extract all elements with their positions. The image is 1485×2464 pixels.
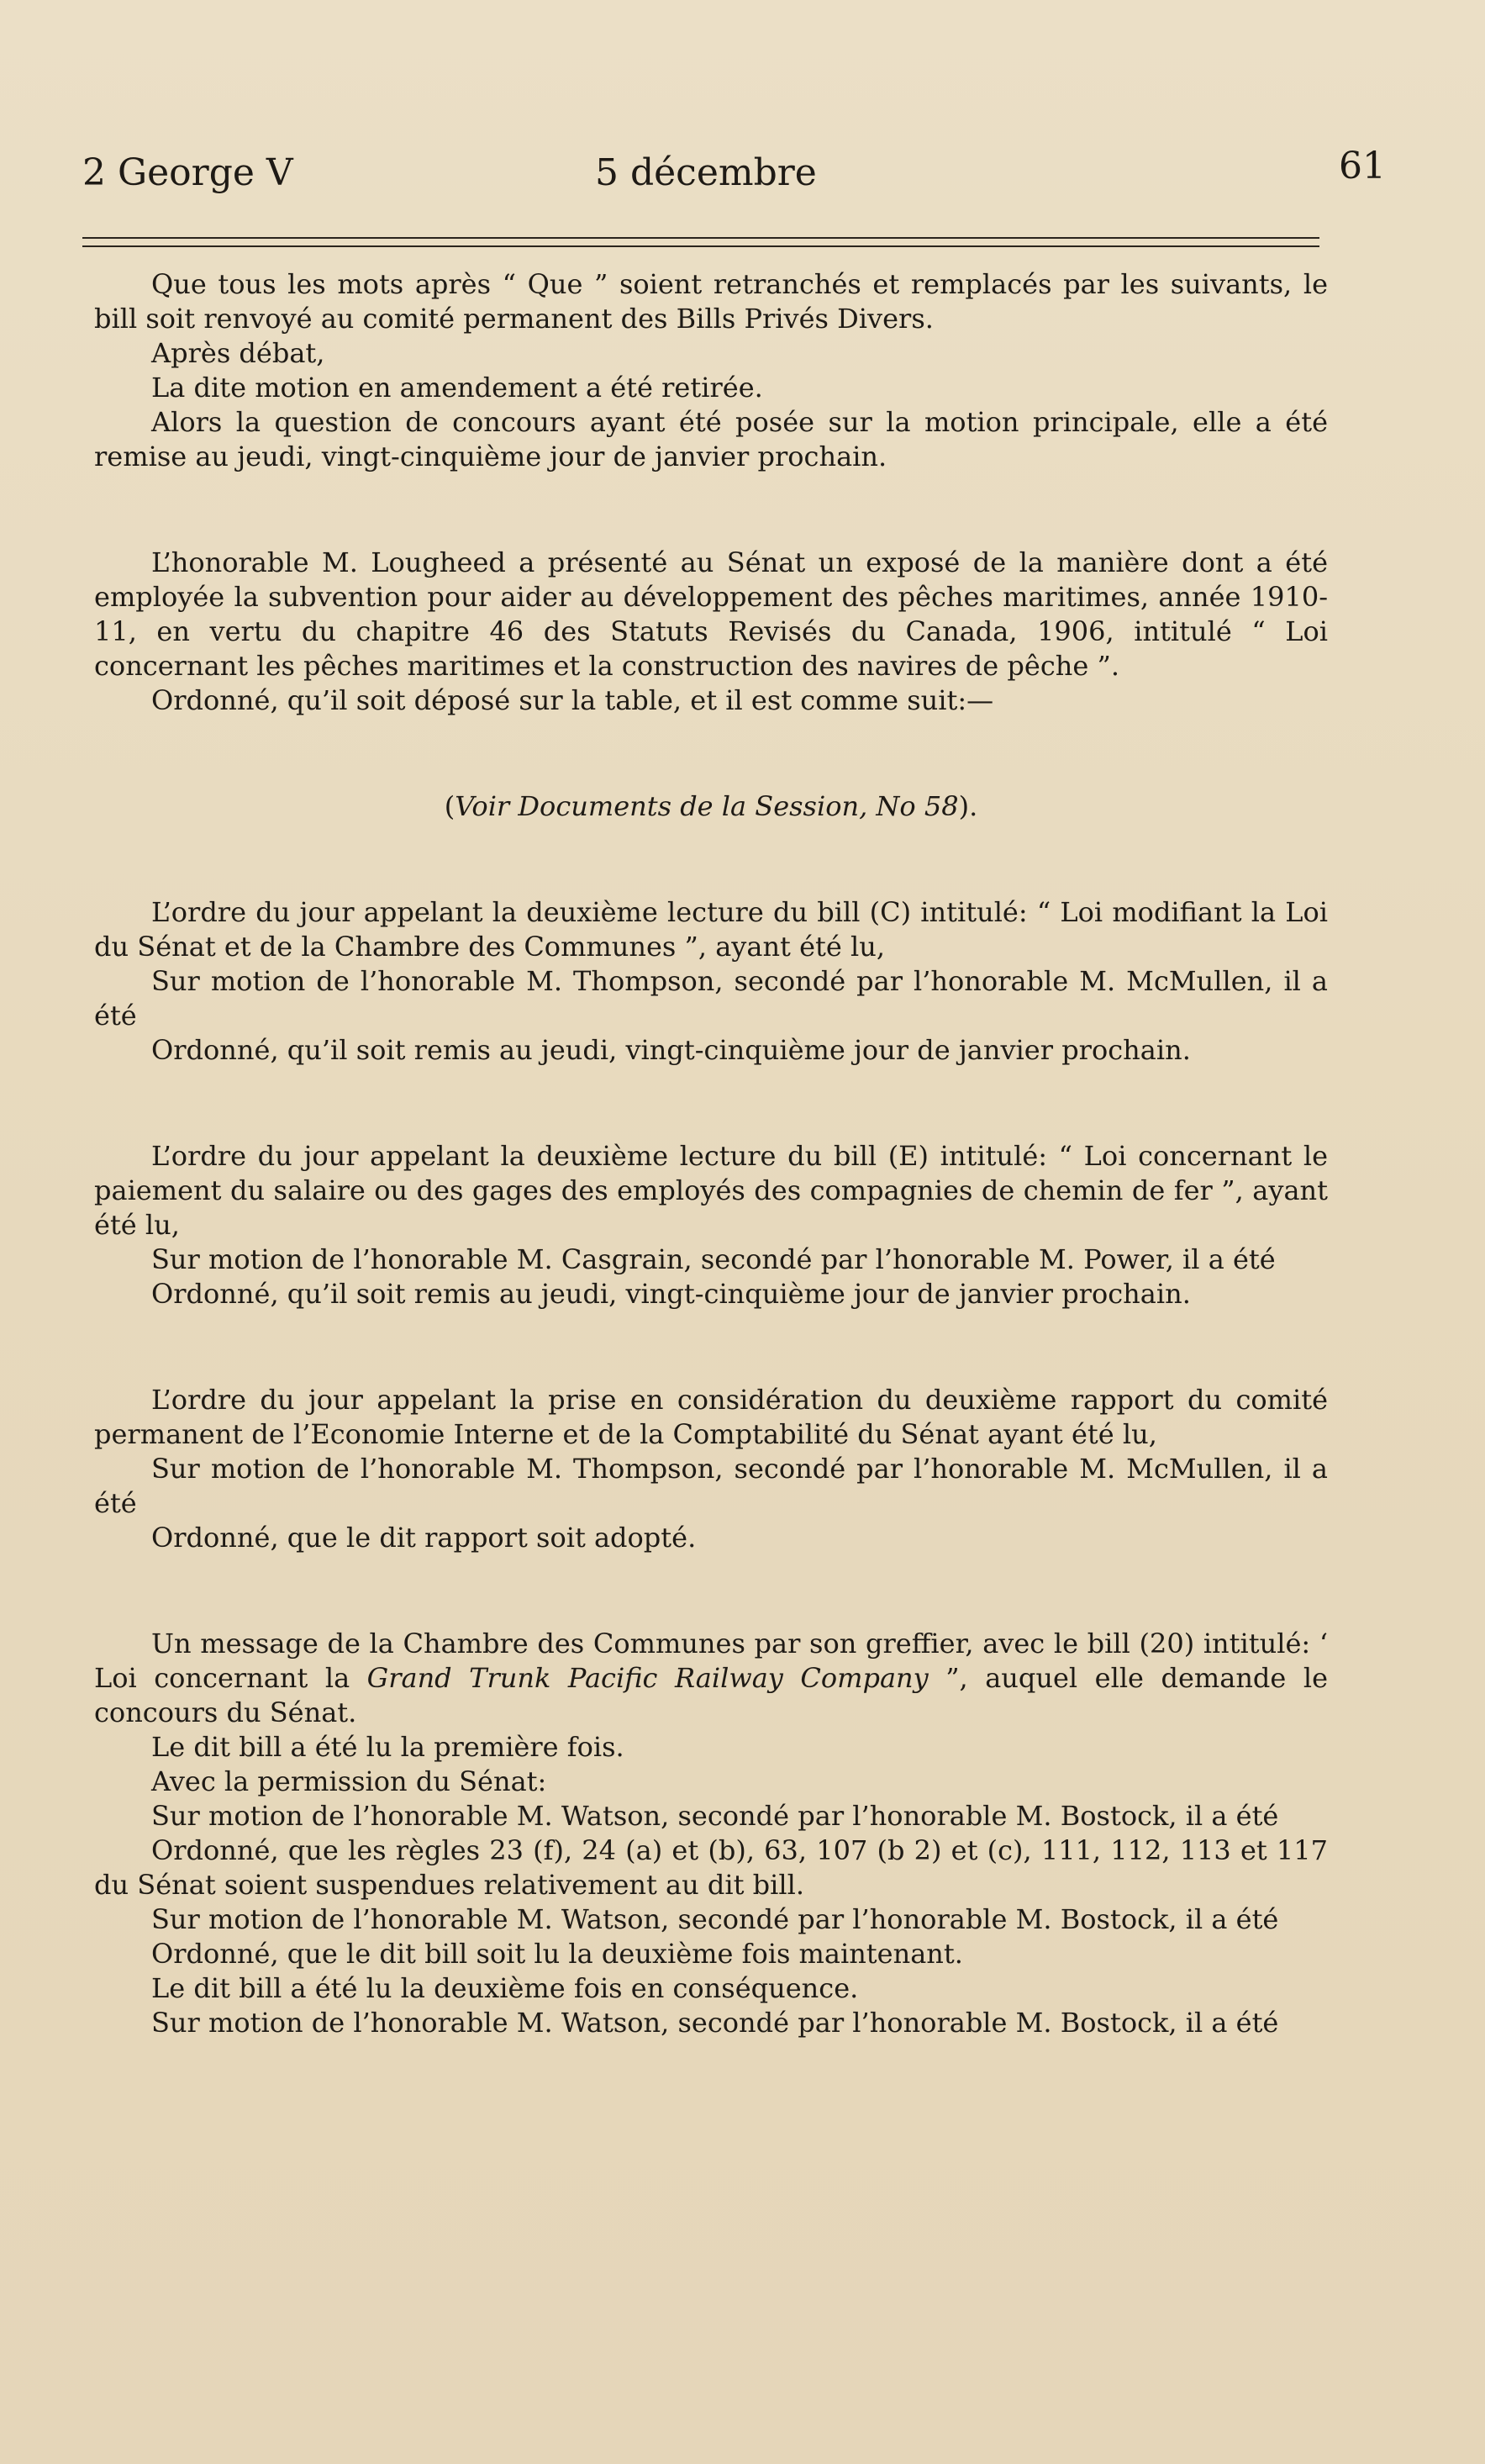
- paragraph: L’ordre du jour appelant la deuxième lecture du bill (C) intitulé: “ Loi modifiant la Loi du Sénat et de la Chambre des Communes ”, ayant été lu,: [94, 896, 1328, 963]
- header-date: 5 décembre: [595, 151, 817, 194]
- paragraph: Ordonné, que le dit bill soit lu la deuxième fois maintenant.: [151, 1938, 963, 1970]
- paragraph: Ordonné, qu’il soit remis au jeudi, vingt-cinquième jour de janvier prochain.: [151, 1278, 1191, 1310]
- paragraph: L’honorable M. Lougheed a présenté au Sénat un exposé de la manière dont a été employée la subvention pour aider au développement des pêches maritimes, année 1910-11, en vertu du chapitre 46 des Statuts Revisés du Canada, 1906, intitulé “ Loi concernant les pêches maritimes et la construction des navires de pêche ”.: [94, 546, 1328, 682]
- paragraph: Après débat,: [151, 337, 325, 369]
- session-document-reference: (Voir Documents de la Session, No 58).: [444, 790, 978, 822]
- paragraph: Le dit bill a été lu la deuxième fois en conséquence.: [151, 1972, 859, 2004]
- section-fisheries-statement: [94, 546, 1328, 824]
- paragraph: L’ordre du jour appelant la deuxième lecture du bill (E) intitulé: “ Loi concernant le paiement du salaire ou des gages des employés des compagnies de chemin de fer ”, ayant été lu,: [94, 1140, 1328, 1241]
- paragraph: Ordonné, que les règles 23 (f), 24 (a) et (b), 63, 107 (b 2) et (c), 111, 112, 113 et 117 du Sénat soient suspendues relativement au dit bill.: [94, 1834, 1328, 1901]
- header-regnal-year: 2 George V: [82, 151, 293, 194]
- paragraph: Sur motion de l’honorable M. Thompson, secondé par l’honorable M. McMullen, il a été: [94, 1453, 1328, 1519]
- running-header: [82, 145, 1403, 202]
- section-bill-e: [94, 1139, 1328, 1311]
- header-rule-bottom: [82, 245, 1319, 247]
- paragraph: L’ordre du jour appelant la prise en considération du deuxième rapport du comité permanent de l’Economie Interne et de la Comptabilité du Sénat ayant été lu,: [94, 1384, 1328, 1450]
- paragraph: Le dit bill a été lu la première fois.: [151, 1731, 624, 1763]
- paragraph: Un message de la Chambre des Communes par son greffier, avec le bill (20) intitulé: ‘ Loi concernant la Grand Trunk Pacific Railway Company ”, auquel elle demande le concours du Sénat.: [94, 1628, 1328, 1728]
- section-bill-20-message: [94, 1627, 1328, 2040]
- paragraph: Avec la permission du Sénat:: [151, 1765, 547, 1797]
- paragraph: Sur motion de l’honorable M. Watson, secondé par l’honorable M. Bostock, il a été: [151, 1903, 1279, 1935]
- page-number: 61: [1339, 145, 1386, 187]
- paragraph: Alors la question de concours ayant été posée sur la motion principale, elle a été remise au jeudi, vingt-cinquième jour de janvier prochain.: [94, 406, 1328, 472]
- paragraph: Sur motion de l’honorable M. Watson, secondé par l’honorable M. Bostock, il a été: [151, 1800, 1279, 1832]
- paragraph: Sur motion de l’honorable M. Watson, secondé par l’honorable M. Bostock, il a été: [151, 2007, 1279, 2039]
- company-name: Grand Trunk Pacific Railway Company: [366, 1662, 929, 1694]
- header-rule-top: [82, 237, 1319, 239]
- paragraph: Ordonné, que le dit rapport soit adopté.: [151, 1522, 697, 1554]
- section-amendment: [94, 267, 1328, 474]
- paragraph: Sur motion de l’honorable M. Casgrain, secondé par l’honorable M. Power, il a été: [151, 1243, 1276, 1275]
- paragraph: Que tous les mots après “ Que ” soient retranchés et remplacés par les suivants, le bill soit renvoyé au comité permanent des Bills Privés Divers.: [94, 268, 1328, 335]
- paragraph: Ordonné, qu’il soit remis au jeudi, vingt-cinquième jour de janvier prochain.: [151, 1034, 1191, 1066]
- section-bill-c: [94, 895, 1328, 1068]
- paragraph: Ordonné, qu’il soit déposé sur la table, et il est comme suit:—: [151, 684, 994, 716]
- section-internal-economy-report: [94, 1383, 1328, 1555]
- paragraph: La dite motion en amendement a été retirée.: [151, 372, 763, 404]
- paragraph: Sur motion de l’honorable M. Thompson, secondé par l’honorable M. McMullen, il a été: [94, 965, 1328, 1032]
- page-body: [94, 267, 1328, 2040]
